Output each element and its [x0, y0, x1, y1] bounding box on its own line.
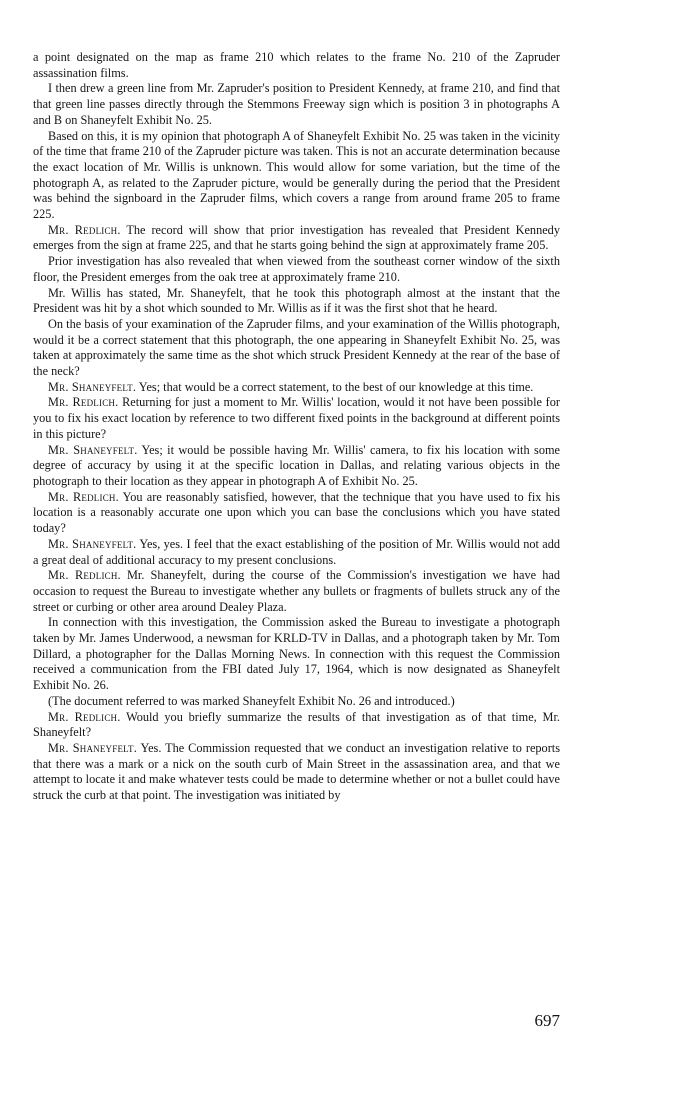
paragraph-text: The record will show that prior investigation has revealed that President Kennedy emerges from the sign at frame 225, and that he starts going behind the sign at approximately frame 205.	[33, 222, 560, 253]
paragraph-text: In connection with this investigation, the Commission asked the Bureau to investigate a photograph taken by Mr. James Underwood, a newsman for KRLD-TV in Dallas, and a photograph taken by Mr. Tom Dillard, a photographer for the Dallas Morning News. In connection with this request the Commission received a communication from the FBI dated July 17, 1964, which is now designated as Shaneyfelt Exhibit No. 26.	[33, 615, 560, 693]
speaker: Mr. Redlich.	[48, 395, 119, 410]
paragraph	[33, 537, 560, 568]
speaker: Mr. Shaneyfelt.	[48, 536, 137, 551]
transcript-page	[33, 50, 560, 804]
paragraph-text: Yes. The Commission requested that we conduct an investigation relative to reports that there was a mark or a nick on the south curb of Main Street in the assassination area, and that we attempt to locate it and make whatever tests could be made to determine whether or not a bullet could have struck the curb at that point. The investigation was initiated by	[33, 740, 560, 803]
paragraph	[33, 317, 560, 380]
paragraph	[33, 741, 560, 804]
paragraph	[33, 395, 560, 442]
paragraph-text: Returning for just a moment to Mr. Willis' location, would it not have been possible for you to fix his exact location by reference to two different fixed points in the background at different points in this picture?	[33, 395, 560, 441]
paragraph-text: a point designated on the map as frame 210 which relates to the frame No. 210 of the Zapruder assassination films.	[33, 50, 560, 80]
speaker: Mr. Redlich.	[48, 709, 121, 724]
paragraph-text: You are reasonably satisfied, however, that the technique that you have used to fix his location is a reasonably accurate one upon which you can base the conclusions which you have stated today?	[33, 489, 560, 536]
paragraph	[33, 490, 560, 537]
paragraph-text: Mr. Shaneyfelt, during the course of the Commission's investigation we have had occasion to request the Bureau to investigate whether any bullets or fragments of bullets struck any of the street or curbing or other area around Dealey Plaza.	[33, 568, 561, 614]
paragraph-text: Would you briefly summarize the results of that investigation as of that time, Mr. Shaneyfelt?	[33, 709, 560, 740]
paragraph	[33, 286, 560, 317]
paragraph	[33, 568, 560, 615]
speaker: Mr. Shaneyfelt.	[48, 740, 137, 755]
speaker: Mr. Shaneyfelt.	[48, 379, 137, 394]
paragraph	[33, 254, 560, 285]
paragraph-text: Yes; that would be a correct statement, to the best of our knowledge at this time.	[138, 379, 534, 394]
paragraph	[33, 380, 560, 396]
page-number: 697	[534, 1011, 560, 1030]
paragraph	[33, 443, 560, 490]
paragraph-text: Prior investigation has also revealed that when viewed from the southeast corner window of the sixth floor, the President emerges from the oak tree at approximately frame 210.	[33, 254, 560, 284]
paragraph-text: (The document referred to was marked Shaneyfelt Exhibit No. 26 and introduced.)	[48, 693, 455, 708]
paragraph	[33, 129, 560, 223]
paragraph-text: Yes, yes. I feel that the exact establishing of the position of Mr. Willis would not add a great deal of additional accuracy to my present conclusions.	[33, 536, 560, 567]
paragraph-text: Based on this, it is my opinion that photograph A of Shaneyfelt Exhibit No. 25 was taken in the vicinity of the time that frame 210 of the Zapruder picture was taken. This is not an accurate determination because the exact location of Mr. Willis is unknown. This would allow for some variation, but the time of the photograph A, as related to the Zapruder picture, would be generally during the period that the President was behind the signboard in the Zapruder films, which covers a range from around frame 205 to frame 225.	[33, 128, 560, 222]
paragraph-text: On the basis of your examination of the Zapruder films, and your examination of the Willis photograph, would it be a correct statement that this photograph, the one appearing in Shaneyfelt Exhibit No. 25, was taken at approximately the same time as the shot which struck President Kennedy at the rear of the base of the neck?	[33, 316, 560, 379]
paragraph-text: I then drew a green line from Mr. Zapruder's position to President Kennedy, at frame 210, and find that that green line passes directly through the Stemmons Freeway sign which is position 3 in photographs A and B on Shaneyfelt Exhibit No. 25.	[33, 81, 560, 127]
paragraph	[33, 615, 560, 694]
paragraph	[33, 223, 560, 254]
paragraph-text: Mr. Willis has stated, Mr. Shaneyfelt, that he took this photograph almost at the instant that the President was hit by a shot which sounded to Mr. Willis as if it was the first shot that he heard.	[33, 285, 560, 316]
paragraph	[33, 694, 560, 710]
speaker: Mr. Redlich.	[48, 222, 121, 237]
paragraph	[33, 50, 560, 81]
paragraph	[33, 81, 560, 128]
speaker: Mr. Redlich.	[48, 489, 119, 504]
speaker: Mr. Shaneyfelt.	[48, 442, 138, 457]
paragraph	[33, 710, 560, 741]
paragraph-text: Yes; it would be possible having Mr. Willis' camera, to fix his location with some degree of accuracy by using it at the specific location in Dallas, and relating various objects in the photograph to their location as they appear in photograph A of Exhibit No. 25.	[33, 442, 560, 488]
speaker: Mr. Redlich.	[48, 568, 121, 583]
